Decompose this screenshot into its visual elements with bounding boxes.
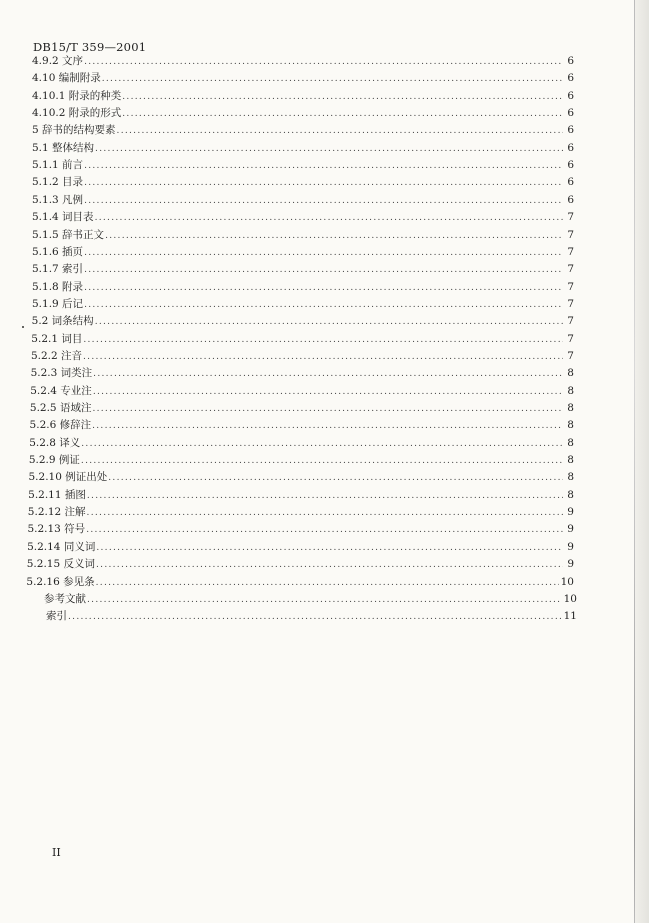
toc-leader-dots bbox=[95, 210, 563, 227]
toc-entry-label: 5.2.10 例证出处 bbox=[28, 471, 108, 484]
toc-entry bbox=[29, 469, 575, 486]
toc-leader-dots bbox=[86, 522, 563, 539]
toc-entry bbox=[32, 279, 574, 296]
toc-entry bbox=[31, 331, 574, 348]
toc-entry-label: 5.2.6 修辞注 bbox=[29, 419, 92, 432]
toc-entry-label: 5.2.5 语域注 bbox=[29, 402, 92, 414]
toc-entry bbox=[32, 261, 574, 278]
toc-entry bbox=[32, 174, 574, 191]
toc-entry-page: 7 bbox=[567, 211, 574, 224]
toc-entry-page: 6 bbox=[567, 176, 574, 189]
toc-entry bbox=[30, 383, 574, 400]
toc-leader-dots bbox=[87, 592, 562, 609]
toc-entry-page: 9 bbox=[567, 540, 574, 553]
toc-leader-dots bbox=[81, 453, 563, 470]
toc-entry-label: 5.2.13 符号 bbox=[27, 523, 86, 536]
toc-entry-page: 7 bbox=[567, 349, 574, 362]
toc-entry-page: 6 bbox=[567, 107, 574, 120]
toc-entry-label: 索引 bbox=[46, 610, 67, 623]
toc-entry-page: 8 bbox=[567, 402, 574, 414]
toc-entry-label: 5.2 词条结构 bbox=[31, 315, 94, 328]
toc-entry bbox=[32, 122, 574, 139]
toc-entry-label: 5.2.1 词目 bbox=[31, 332, 83, 345]
toc-entry-label: 4.10 编制附录 bbox=[32, 72, 101, 85]
toc-entry bbox=[32, 296, 574, 313]
toc-leader-dots bbox=[83, 349, 563, 366]
toc-leader-dots bbox=[93, 366, 563, 383]
toc-entry-label: 4.10.2 附录的形式 bbox=[32, 107, 122, 120]
toc-entry-page: 7 bbox=[567, 297, 574, 310]
page-number: II bbox=[52, 846, 61, 859]
toc-entry bbox=[44, 591, 577, 608]
toc-leader-dots bbox=[84, 297, 563, 314]
toc-leader-dots bbox=[81, 436, 562, 453]
toc-entry-page: 7 bbox=[567, 245, 574, 258]
toc-entry-page: 8 bbox=[567, 488, 574, 501]
toc-leader-dots bbox=[95, 314, 563, 331]
toc-entry bbox=[32, 157, 574, 174]
toc-leader-dots bbox=[96, 540, 563, 557]
scan-mark bbox=[22, 326, 24, 328]
toc-leader-dots bbox=[84, 245, 563, 262]
toc-entry bbox=[32, 209, 574, 226]
toc-entry-label: 5.1.6 插页 bbox=[32, 245, 84, 258]
toc-entry-label: 5.1.7 索引 bbox=[32, 263, 84, 276]
toc-entry-label: 5.1.8 附录 bbox=[32, 280, 84, 293]
toc-entry-label: 5.1.4 词目表 bbox=[32, 211, 94, 224]
toc-leader-dots bbox=[102, 71, 563, 88]
toc-entry-page: 11 bbox=[563, 610, 577, 623]
toc-entry-label: 5.2.12 注解 bbox=[27, 506, 86, 519]
toc-leader-dots bbox=[84, 158, 563, 175]
toc-entry bbox=[32, 105, 574, 122]
toc-entry-page: 10 bbox=[563, 592, 577, 605]
toc-entry-page: 8 bbox=[567, 454, 574, 467]
toc-entry bbox=[27, 539, 574, 556]
toc-entry-page: 6 bbox=[567, 55, 574, 67]
toc-leader-dots bbox=[92, 401, 562, 418]
toc-entry-label: 5.2.9 例证 bbox=[28, 454, 80, 467]
toc-entry-label: 5.1.3 凡例 bbox=[32, 193, 84, 206]
toc-leader-dots bbox=[83, 332, 562, 349]
toc-entry-label: 4.9.2 文序 bbox=[32, 55, 84, 67]
toc-entry bbox=[32, 53, 574, 70]
toc-entry-label: 5.1.9 后记 bbox=[32, 297, 84, 310]
toc-entry bbox=[26, 574, 574, 591]
toc-entry-label: 5.1 整体结构 bbox=[32, 141, 95, 154]
toc-entry-page: 9 bbox=[567, 506, 574, 519]
toc-entry-page: 8 bbox=[567, 436, 574, 449]
toc-entry bbox=[46, 608, 577, 625]
toc-leader-dots bbox=[108, 470, 563, 487]
toc-entry bbox=[27, 556, 574, 573]
toc-entry-label: 5.2.11 插图 bbox=[28, 488, 86, 501]
toc-leader-dots bbox=[122, 106, 563, 123]
toc-entry-label: 5.2.4 专业注 bbox=[30, 384, 92, 397]
toc-leader-dots bbox=[87, 488, 563, 505]
toc-entry bbox=[29, 452, 574, 469]
toc-entry-label: 4.10.1 附录的种类 bbox=[32, 89, 122, 102]
toc-entry-page: 7 bbox=[567, 315, 574, 328]
toc-entry-label: 5.2.16 参见条 bbox=[26, 575, 95, 588]
toc-entry-page: 10 bbox=[560, 575, 574, 588]
toc-entry-label: 参考文献 bbox=[44, 592, 86, 605]
toc-entry-label: 5.2.8 译义 bbox=[29, 436, 81, 449]
toc-entry-page: 6 bbox=[567, 141, 574, 154]
toc-leader-dots bbox=[96, 575, 559, 592]
toc-entry-label: 5.2.2 注音 bbox=[30, 349, 82, 362]
toc-leader-dots bbox=[87, 505, 563, 522]
toc-entry-page: 7 bbox=[567, 332, 574, 345]
toc-entry-label: 5.2.15 反义词 bbox=[26, 558, 95, 571]
toc-entry bbox=[32, 88, 574, 105]
toc-entry bbox=[32, 70, 574, 87]
toc-leader-dots bbox=[105, 228, 563, 245]
toc-entry-label: 5 辞书的结构要素 bbox=[32, 124, 116, 137]
toc-leader-dots bbox=[84, 193, 563, 210]
toc-entry bbox=[32, 192, 574, 209]
toc-entry bbox=[32, 227, 574, 244]
toc-entry bbox=[27, 521, 574, 538]
toc-leader-dots bbox=[84, 262, 563, 279]
toc-entry-page: 8 bbox=[567, 384, 574, 397]
toc-leader-dots bbox=[122, 89, 563, 106]
toc-entry-page: 6 bbox=[567, 124, 574, 137]
toc-entry-label: 5.1.1 前言 bbox=[32, 159, 84, 172]
toc-entry-page: 7 bbox=[567, 228, 574, 241]
toc-entry-page: 7 bbox=[567, 263, 574, 276]
toc-entry-page: 7 bbox=[567, 280, 574, 293]
toc-leader-dots bbox=[95, 141, 563, 158]
page-edge-shadow bbox=[635, 0, 649, 923]
toc-entry-label: 5.1.2 目录 bbox=[32, 176, 84, 189]
toc-entry bbox=[31, 348, 574, 365]
page-edge-line bbox=[634, 0, 635, 923]
toc-leader-dots bbox=[92, 418, 563, 435]
toc-entry-label: 5.2.3 词类注 bbox=[30, 367, 93, 380]
toc-entry-page: 6 bbox=[567, 89, 574, 102]
toc-leader-dots bbox=[68, 609, 562, 626]
toc-entry bbox=[32, 313, 574, 330]
toc-entry-label: 5.1.5 辞书正文 bbox=[32, 228, 105, 241]
toc-entry-page: 9 bbox=[567, 558, 574, 571]
toc-entry-page: 8 bbox=[567, 419, 574, 432]
toc-entry-page: 6 bbox=[567, 193, 574, 206]
toc-entry-page: 6 bbox=[567, 159, 574, 172]
toc-leader-dots bbox=[117, 123, 564, 140]
toc-entry bbox=[32, 140, 574, 157]
toc-leader-dots bbox=[93, 384, 563, 401]
toc-entry-page: 8 bbox=[567, 367, 574, 380]
toc-entry-page: 8 bbox=[567, 471, 574, 484]
document-number: DB15/T 359—2001 bbox=[33, 40, 147, 54]
toc-entry bbox=[28, 487, 574, 504]
toc-entry bbox=[30, 400, 574, 417]
toc-entry bbox=[28, 504, 574, 521]
toc-entry bbox=[31, 365, 574, 382]
toc-entry bbox=[32, 244, 574, 261]
toc-entry bbox=[29, 435, 574, 452]
toc-leader-dots bbox=[84, 280, 563, 297]
toc-leader-dots bbox=[96, 557, 563, 574]
toc-entry-page: 6 bbox=[567, 72, 574, 85]
toc-entry bbox=[30, 417, 574, 434]
toc-entry-page: 9 bbox=[567, 523, 574, 536]
toc-leader-dots bbox=[84, 175, 563, 192]
toc-entry-label: 5.2.14 同义词 bbox=[27, 540, 96, 553]
toc-leader-dots bbox=[84, 54, 563, 71]
